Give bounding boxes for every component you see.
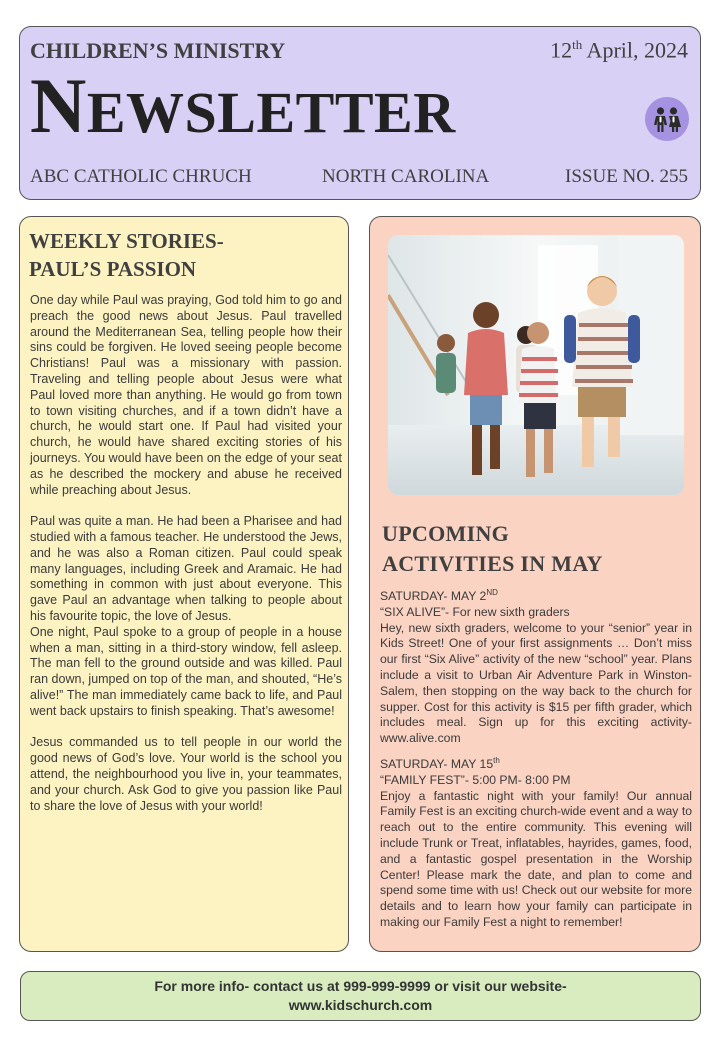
- activities-heading-line1: UPCOMING: [382, 521, 510, 546]
- event-name: “FAMILY FEST”- 5:00 PM- 8:00 PM: [380, 772, 571, 787]
- story-paragraph: Jesus commanded us to tell people in our world the good news of God’s love. Your world is the school you attend, the neighbourhood you live in, your teammates, and your church. Ask God to give you passion like Paul to share the love of Jesus with your world!: [30, 735, 342, 813]
- story-paragraph: One day while Paul was praying, God told him to go and preach the good news about Jesus. Paul travelled around the Mediterranean Sea, telling people how their sins could be forgiven. He loved seeing people become Christians! Paul was a missionary with passion. Traveling and telling people about Jesus were what Paul loved more than anything. He would go from town to town visiting churches, and if a town didn’t have a church, he would start one. If Paul had visited your church, he would have shared exciting stories of his journeys. You would have been on the edge of your seat as he described the mockery and abuse he received while preaching about Jesus.: [30, 293, 342, 497]
- stories-heading-line2: PAUL’S PASSION: [29, 257, 197, 281]
- event-date-text: SATURDAY- MAY 2: [380, 589, 487, 604]
- activities-panel: [369, 216, 701, 952]
- activities-heading: [382, 519, 603, 579]
- activities-heading-line2: ACTIVITIES IN MAY: [382, 551, 603, 576]
- story-body: [30, 293, 342, 814]
- story-paragraph: Paul was quite a man. He had been a Pharisee and had studied with a famous teacher. He understood the Jews, and he was also a Roman citizen. Paul could speak many languages, including Greek and Aramaic. He had something in common with just about everyone. This gave Paul an advantage when talking to people about his favourite topic, the love of Jesus.: [30, 514, 342, 623]
- issue-date: [550, 37, 688, 63]
- activities-list: [380, 585, 692, 931]
- event-six-alive: [380, 585, 692, 747]
- event-date-suffix: th: [493, 756, 500, 766]
- date-suffix: th: [572, 37, 583, 52]
- event-description: Enjoy a fantastic night with your family! Our annual Family Fest is an exciting church-wide event and a way to reach out to the entire community. This evening will include Trunk or Treat, inflatables, hayrides, games, food, and a fantastic gospel presentation in the Worship Center! Please mark the date, and plan to come and spend some time with us! Check out our website for more details and to learn how your family can participate in making our Family Fest a night to remember!: [380, 788, 692, 930]
- issue-number: ISSUE NO. 255: [565, 166, 688, 187]
- event-date-suffix: ND: [486, 588, 498, 597]
- footer-contact-line: For more info- contact us at 999-999-9999 or visit our website-: [154, 978, 567, 994]
- church-name: ABC CATHOLIC CHRUCH: [30, 166, 252, 187]
- title-initial: N: [30, 62, 87, 149]
- footer-website: www.kidschurch.com: [288, 997, 433, 1013]
- children-icon: [645, 97, 689, 141]
- stories-heading-line1: WEEKLY STORIES-: [29, 229, 224, 253]
- event-description: Hey, new sixth graders, welcome to your “senior” year in Kids Street! One of your first assignments … Don’t miss our first “Six Alive” activity of the new “school” year. Plans include a visit to Urban Air Adventure Park in Winston-Salem, then stopping on the way back to the church for supper. Cost for this activity is $15 per fifth grader, which includes meal. Sign up for this exciting activity- www.alive.com: [380, 620, 692, 746]
- event-date-text: SATURDAY- MAY 15: [380, 757, 494, 772]
- event-family-fest: [380, 753, 692, 931]
- contact-footer: [20, 971, 701, 1021]
- event-date: [380, 585, 692, 605]
- date-rest: April, 2024: [582, 37, 688, 63]
- stories-heading: [29, 227, 224, 283]
- ministry-label: CHILDREN’S MINISTRY: [30, 38, 286, 63]
- newsletter-header: [19, 26, 701, 200]
- story-paragraph: One night, Paul spoke to a group of people in a house when a man, sitting in a third-story window, fell asleep. The man fell to the ground outside and was killed. Paul ran down, jumped on top of the man, and shouted, “He’s alive!” The man immediately came back to life, and Paul went back upstairs to finish speaking. That’s awesome!: [30, 624, 342, 718]
- title-rest: EWSLETTER: [86, 80, 456, 145]
- event-date: [380, 753, 692, 773]
- date-day: 12: [550, 37, 573, 63]
- children-running-photo: [388, 235, 684, 495]
- church-state: NORTH CAROLINA: [322, 166, 490, 187]
- newsletter-title: [30, 62, 456, 149]
- weekly-stories-panel: [19, 216, 349, 952]
- event-name: “SIX ALIVE”- For new sixth graders: [380, 604, 570, 619]
